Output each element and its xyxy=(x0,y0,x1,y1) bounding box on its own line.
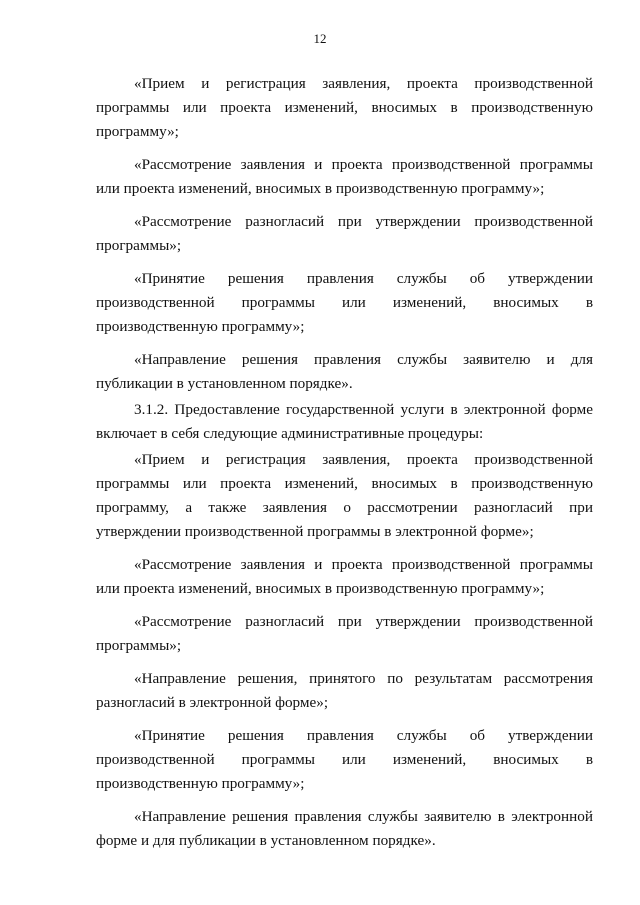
paragraph-procedure-receipt: «Прием и регистрация заявления, проекта производственной программы или проекта изменений, вносимых в производственную программу»; xyxy=(96,75,593,140)
paragraph-e-procedure-decision: «Принятие решения правления службы об утверждении производственной программы или изменений, вносимых в производственную программу»; xyxy=(96,727,593,792)
paragraph-e-procedure-disagreements: «Рассмотрение разногласий при утверждении производственной программы»; xyxy=(96,613,593,654)
paragraph-procedure-review: «Рассмотрение заявления и проекта производственной программы или проекта изменений, вносимых в производственную программу»; xyxy=(96,156,593,197)
paragraph-e-procedure-review: «Рассмотрение заявления и проекта производственной программы или проекта изменений, вносимых в производственную программу»; xyxy=(96,556,593,597)
paragraph-e-procedure-disagreement-decision: «Направление решения, принятого по результатам рассмотрения разногласий в электронной форме»; xyxy=(96,670,593,711)
paragraph-procedure-disagreements: «Рассмотрение разногласий при утверждении производственной программы»; xyxy=(96,213,593,254)
paragraph-e-procedure-sending: «Направление решения правления службы заявителю в электронной форме и для публикации в установленном порядке». xyxy=(96,808,593,849)
document-body xyxy=(96,72,593,853)
page-number: 12 xyxy=(313,31,327,46)
paragraph-procedure-decision: «Принятие решения правления службы об утверждении производственной программы или изменений, вносимых в производственную программу»; xyxy=(96,270,593,335)
paragraph-section-3-1-2: 3.1.2. Предоставление государственной услуги в электронной форме включает в себя следующие административные процедуры: xyxy=(96,401,593,442)
paragraph-e-procedure-receipt: «Прием и регистрация заявления, проекта производственной программы или проекта изменений, вносимых в производственную программу, а также заявления о рассмотрении разногласий при утверждении производственной программы в электронной форме»; xyxy=(96,451,593,540)
paragraph-procedure-sending: «Направление решения правления службы заявителю и для публикации в установленном порядке». xyxy=(96,351,593,392)
